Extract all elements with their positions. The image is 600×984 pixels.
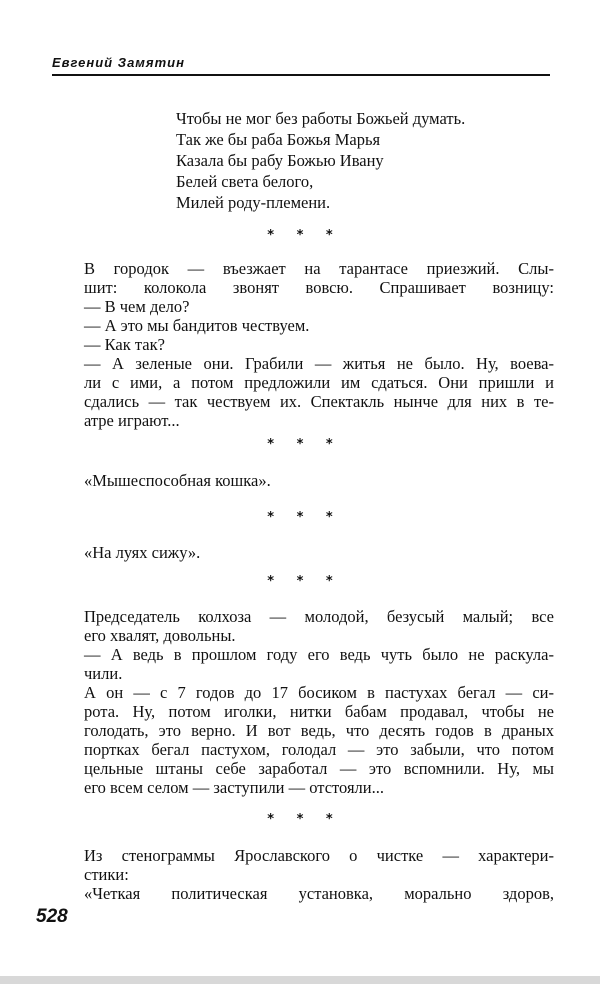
text-line: — А ведь в прошлом году его ведь чуть было не раскула-	[84, 645, 554, 664]
text-line: цельные штаны себе заработал — это вспомнили. Ну, мы	[84, 759, 554, 778]
text-line: чили.	[84, 664, 123, 683]
text-line: портках бегал пастухом, голодал — это забыли, что потом	[84, 740, 554, 759]
text-line: — А зеленые они. Грабили — житья не было. Ну, воева-	[84, 354, 554, 373]
poem-line: Милей роду-племени.	[176, 193, 331, 212]
poem-block	[176, 108, 465, 213]
poem-line: Белей света белого,	[176, 172, 314, 191]
section-separator: * * *	[267, 812, 342, 827]
text-line: — В чем дело?	[84, 297, 190, 316]
text-line: его всем селом — заступили — отстояли...	[84, 778, 384, 797]
section-separator: * * *	[267, 228, 342, 243]
text-line: А он — с 7 годов до 17 босиком в пастухах бегал — си-	[84, 683, 554, 702]
text-line: «Мышеспособная кошка».	[84, 471, 271, 490]
paragraph-bandits	[84, 259, 554, 430]
text-line: — Как так?	[84, 335, 165, 354]
text-line: «Четкая политическая установка, морально здоров,	[84, 884, 554, 903]
text-line: ли с ими, а потом предложили им сдаться. Они пришли и	[84, 373, 554, 392]
poem-line: Казала бы рабу Божью Ивану	[176, 151, 384, 170]
text-line: В городок — въезжает на тарантасе приезжий. Слы-	[84, 259, 554, 278]
poem-line: Чтобы не мог без работы Божьей думать.	[176, 109, 466, 128]
running-header	[52, 52, 550, 76]
bottom-edge	[0, 976, 600, 984]
text-line: голодать, это верно. И вот ведь, что десять годов в драных	[84, 721, 554, 740]
text-line: Председатель колхоза — молодой, безусый малый; все	[84, 607, 554, 626]
text-line: рота. Ну, потом иголки, нитки бабам продавал, чтобы не	[84, 702, 554, 721]
poem-line: Так же бы раба Божья Марья	[176, 130, 381, 149]
paragraph-transcript	[84, 846, 554, 903]
text-line: Из стенограммы Ярославского о чистке — характери-	[84, 846, 554, 865]
text-line: сдались — так чествуем их. Спектакль нынче для них в те-	[84, 392, 554, 411]
paragraph-sitting	[84, 543, 554, 562]
section-separator: * * *	[267, 574, 342, 589]
paragraph-cat	[84, 471, 554, 490]
header-author: Евгений Замятин	[52, 55, 185, 70]
section-separator: * * *	[267, 437, 342, 452]
text-line: «На луях сижу».	[84, 543, 201, 562]
text-line: его хвалят, довольны.	[84, 626, 236, 645]
section-separator: * * *	[267, 510, 342, 525]
text-line: атре играют...	[84, 411, 180, 430]
text-line: стики:	[84, 865, 129, 884]
text-line: — А это мы бандитов чествуем.	[84, 316, 310, 335]
page-number: 528	[36, 906, 68, 927]
text-line: шит: колокола звонят вовсю. Спрашивает возницу:	[84, 278, 554, 297]
paragraph-chairman	[84, 607, 554, 797]
